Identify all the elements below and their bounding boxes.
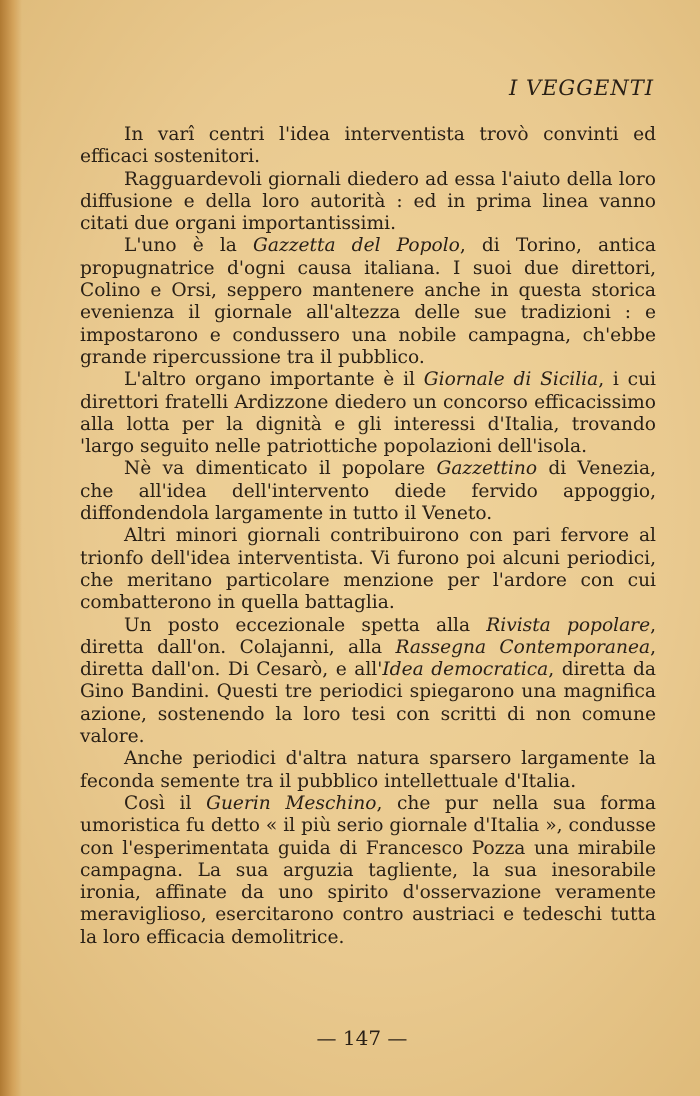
paragraph [80,369,656,458]
text-run: Anche periodici d'altra natura sparsero largamente la feconda semente tra il pubblico intellettuale d'Italia. [80,748,656,792]
text-run: Nè va dimenticato il popolare [124,458,437,480]
paragraph [80,235,656,369]
paragraph [80,458,656,525]
text-run: Un posto eccezionale spetta alla [124,614,487,636]
text-run: L'altro organo importante è il [124,369,424,391]
page-binding-edge [0,0,22,1096]
text-run: Così il [124,792,207,814]
paragraph [80,169,656,236]
italic-title: Gazzettino [436,458,538,480]
text-run: In varî centri l'idea interventista trovò convinti ed efficaci sostenitori. [80,124,656,168]
running-head: I VEGGENTI [508,76,654,100]
italic-title: Rassegna Contemporanea [395,636,651,658]
paragraph [80,525,656,614]
text-run: , diretta dall'on. Di Cesarò, e all' [80,636,656,681]
italic-title: Giornale di Sicilia [423,369,599,391]
page-number: — 147 — [316,1026,408,1050]
text-run: , diretta da Gino Bandini. Questi tre periodici spiegarono una magnifica azione, sostenendo la loro tesi con scritti di non comune valore. [80,659,656,748]
text-run: , di Torino, antica propugnatrice d'ogni causa italiana. I suoi due direttori, Colino e Orsi, seppero mantenere anche in questa storica evenienza il giornale all'altezza delle sue tradizioni : e impostarono e condussero una nobile campagna, ch'ebbe grande ripercussione tra il pubblico. [80,235,656,368]
text-run: Altri minori giornali contribuirono con pari fervore al trionfo dell'idea interventista. Vi furono poi alcuni periodici, che meritano particolare menzione per l'ardore con cui combatterono in quella battaglia. [80,525,656,614]
italic-title: Guerin Meschino [206,792,377,814]
italic-title: Idea democratica [382,659,549,681]
italic-title: Gazzetta del Popolo [253,235,460,257]
italic-title: Rivista popolare [486,614,651,636]
text-run: , i cui direttori fratelli Ardizzone diedero un concorso efficacissimo alla lotta per la dignità e gli interessi d'Italia, trovando 'largo seguito nelle patriottiche popolazioni dell'isola. [80,369,656,458]
text-run: L'uno è la [124,235,253,257]
text-run: di Venezia, che all'idea dell'intervento diede fervido appoggio, diffondendola largamente in tutto il Veneto. [80,458,656,525]
text-run: Ragguardevoli giornali diedero ad essa l'aiuto della loro diffusione e della loro autorità : ed in prima linea vanno citati due organi importantissimi. [80,168,656,235]
paragraph [80,748,656,793]
paragraph [80,124,656,169]
text-run: , diretta dall'on. Colajanni, alla [80,614,656,658]
paragraph [80,615,656,749]
body-text [80,124,656,949]
text-run: , che pur nella sua forma umoristica fu detto « il più serio giornale d'Italia », condusse con l'esperimentata guida di Francesco Pozza una mirabile campagna. La sua arguzia tagliente, la sua inesorabile ironia, affinate da uno spirito d'osservazione veramente meraviglioso, esercitarono contro austriaci e tedeschi tutta la loro efficacia demolitrice. [80,792,656,948]
paragraph [80,793,656,949]
